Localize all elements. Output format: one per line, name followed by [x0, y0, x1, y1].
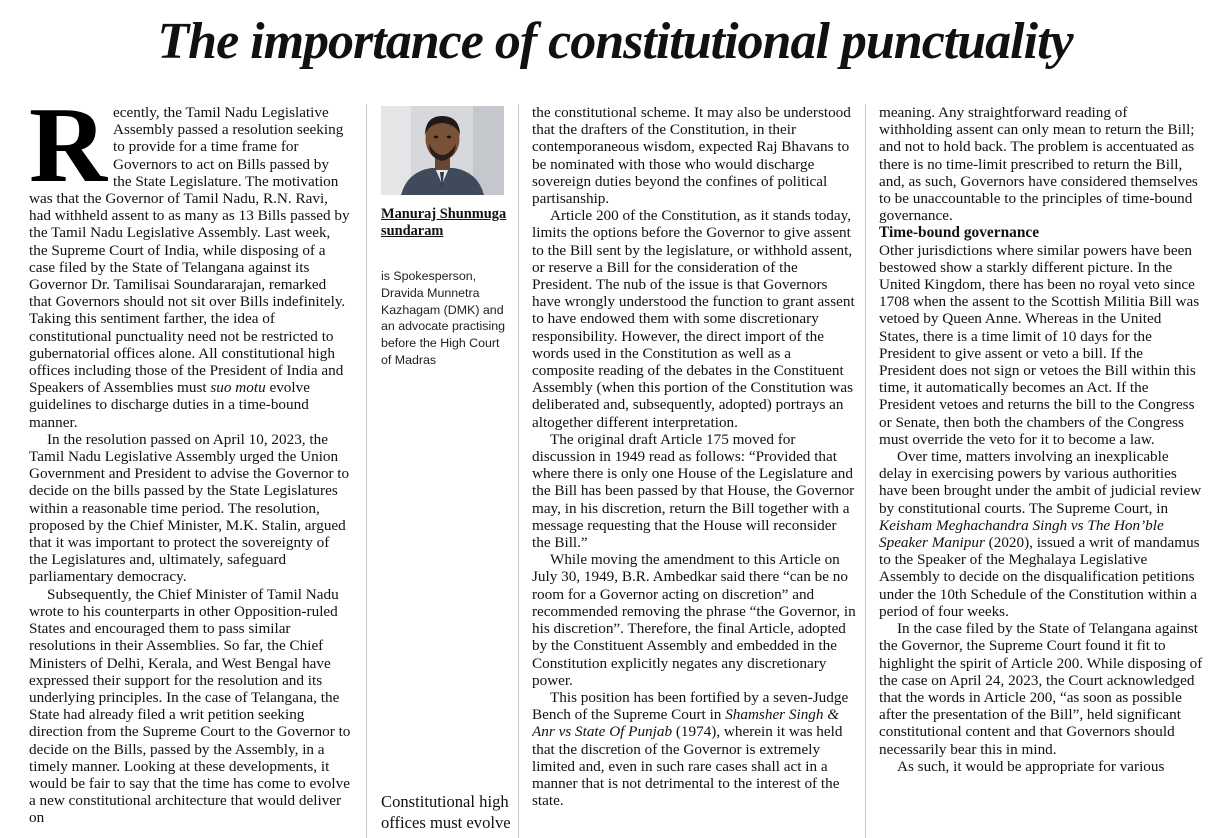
article-column-1	[29, 104, 351, 838]
paragraph-text: Over time, matters involving an inexplicable delay in exercising powers by various authorities have been brought under the ambit of judicial review by constitutional courts. The Supreme Court, in	[879, 448, 1202, 517]
italic-text: Shamsher Singh & Anr vs State Of Punjab	[532, 706, 840, 741]
pull-quote: Constitutional high offices must evolve	[381, 792, 511, 832]
paragraph	[532, 689, 857, 809]
paragraph: As such, it would be appropriate for various	[897, 757, 1165, 775]
paragraph: In the resolution passed on April 10, 2023, the Tamil Nadu Legislative Assembly urged the Union Government and President to advise the Governor to decide on the bills passed by the State Legislatures within a reasonable time period. The resolution, proposed by the Chief Minister, M.K. Stalin, argued that it was important to protect the sovereignty of the Legislatures and, ultimately, safeguard parliamentary democracy.	[29, 430, 350, 586]
paragraph: meaning. Any straightforward reading of withholding assent can only mean to return the Bill; and not to hold back. The problem is accentuated as there is no time-limit prescribed to return the Bill, and, as such, Governors have considered themselves to be unaccountable to the principles of time-bound governance.	[879, 104, 1198, 225]
paragraph: the constitutional scheme. It may also be understood that the drafters of the Constitution, in their contemporaneous wisdom, expected Raj Bhavans to be nominated with those who would discharge sovereign duties beyond the confines of political partisanship.	[532, 104, 851, 208]
paragraph: Article 200 of the Constitution, as it stands today, limits the options before the Governor to give assent to the Bill sent by the legislature, or withhold assent, or reserve a Bill for the consideration of the President. The nub of the issue is that Governors have wrongly understood the function to grant assent to have endowed them with some discretionary responsibility. However, the direct import of the words used in the Constitution as well as a composite reading of the debates in the Constituent Assembly (when this portion of the Constitution was deliberated and, subsequently, adopted) portrays an altogether different interpretation.	[532, 207, 855, 431]
headline: The importance of constitutional punctuality	[157, 13, 1073, 70]
column-divider	[865, 104, 866, 838]
column-divider	[366, 104, 367, 838]
italic-text: suo motu	[210, 379, 266, 397]
paragraph-text: ecently, the Tamil Nadu Legislative Assembly passed a resolution seeking to provide for a time frame for Governors to act on Bills passed by the State Legislature. The motivation was that the Governor of Tamil Nadu, R.N. Ravi, had withheld assent to as many as 13 Bills passed by the Tamil Nadu Legislative Assembly. Last week, the Supreme Court of India, while disposing of a case filed by the State of Telangana against its Governor Dr. Tamilisai Soundararajan, remarked that Governors should not sit over Bills indefinitely. Taking this sentiment farther, the idea of constitutional punctuality need not be restricted to gubernatorial offices alone. All constitutional high offices including those of the President of India and Speakers of Assemblies must	[29, 104, 350, 397]
author-photo	[381, 106, 504, 195]
paragraph-text: evolve guidelines to discharge duties in a time-bound manner.	[29, 379, 310, 431]
paragraph-text: (1974), wherein it was held that the discretion of the Governor is extremely limited and, even in such rare cases shall act in a manner that is not detrimental to the interest of the state.	[532, 723, 843, 810]
drop-cap: R	[29, 104, 107, 205]
author-portrait-icon	[381, 106, 504, 195]
article-column-4	[879, 104, 1203, 838]
paragraph-text: (2020), issued a writ of mandamus to the Speaker of the Meghalaya Legislative Assembly to decide on the disqualification petitions under the 10th Schedule of the Constitution within a period of four weeks.	[879, 534, 1200, 620]
subheading: Time-bound governance	[879, 224, 1040, 242]
paragraph-text: This position has been fortified by a seven-Judge Bench of the Supreme Court in	[532, 688, 849, 724]
paragraph: Other jurisdictions where similar powers have been bestowed show a starkly different picture. In the United Kingdom, there has been no royal veto since 1708 when the assent to the Scottish Militia Bill was vetoed by Queen Anne. Whereas in the United States, there is a time limit of 10 days for the President to give assent or veto a bill. If the President does not sign or vetoes the Bill within this time, it automatically becomes an Act. If the President vetoes and returns the bill to the Congress or Senate, then both the chambers of the Congress must override the veto for it to become a law.	[879, 241, 1200, 448]
paragraph	[29, 104, 351, 431]
paragraph: Subsequently, the Chief Minister of Tamil Nadu wrote to his counterparts in other Opposition-ruled States and encouraged them to pass similar resolutions in their Assemblies. So far, the Chief Ministers of Delhi, Kerala, and West Bengal have expressed their support for the resolution and its underlying principles. In the case of Telangana, the State had already filed a writ petition seeking direction from the Supreme Court to the Governor to decide on the Bills, passed by the Assembly, in a timely manner. Looking at these developments, it would be fair to say that the time has come to evolve a new constitutional architecture that would deliver on	[29, 585, 351, 827]
italic-text: Keisham Meghachandra Singh vs The Hon’ble Speaker Manipur	[879, 516, 1164, 552]
author-bio: is Spokesperson, Dravida Munnetra Kazhagam (DMK) and an advocate practising before the High Court of Madras	[381, 269, 505, 367]
author-name[interactable]: Manuraj Shunmuga sundaram	[381, 206, 507, 240]
article-column-3	[532, 104, 857, 838]
paragraph	[879, 448, 1203, 620]
paragraph: The original draft Article 175 moved for discussion in 1949 read as follows: “Provided that where there is only one House of the Legislature and the Bill has been passed by that House, the Governor may, in his discretion, return the Bill together with a message requesting that the House will reconsider the Bill.”	[532, 430, 855, 552]
paragraph: While moving the amendment to this Article on July 30, 1949, B.R. Ambedkar said there “can be no room for a Governor acting on discretion” and recommended removing the phrase “the Governor, in his discretion”. Therefore, the final Article, adopted by the Constituent Assembly and embedded in the Constitution explicitly negates any discretionary power.	[532, 551, 856, 689]
column-divider	[518, 104, 519, 838]
paragraph: In the case filed by the State of Telangana against the Governor, the Supreme Court found it fit to highlight the spirit of Article 200. While disposing of the case on April 24, 2023, the Court acknowledged that the words in Article 200, “as soon as possible after the presentation of the Bill”, held significant constitutional content and that Governors should necessarily bear this in mind.	[879, 620, 1203, 758]
